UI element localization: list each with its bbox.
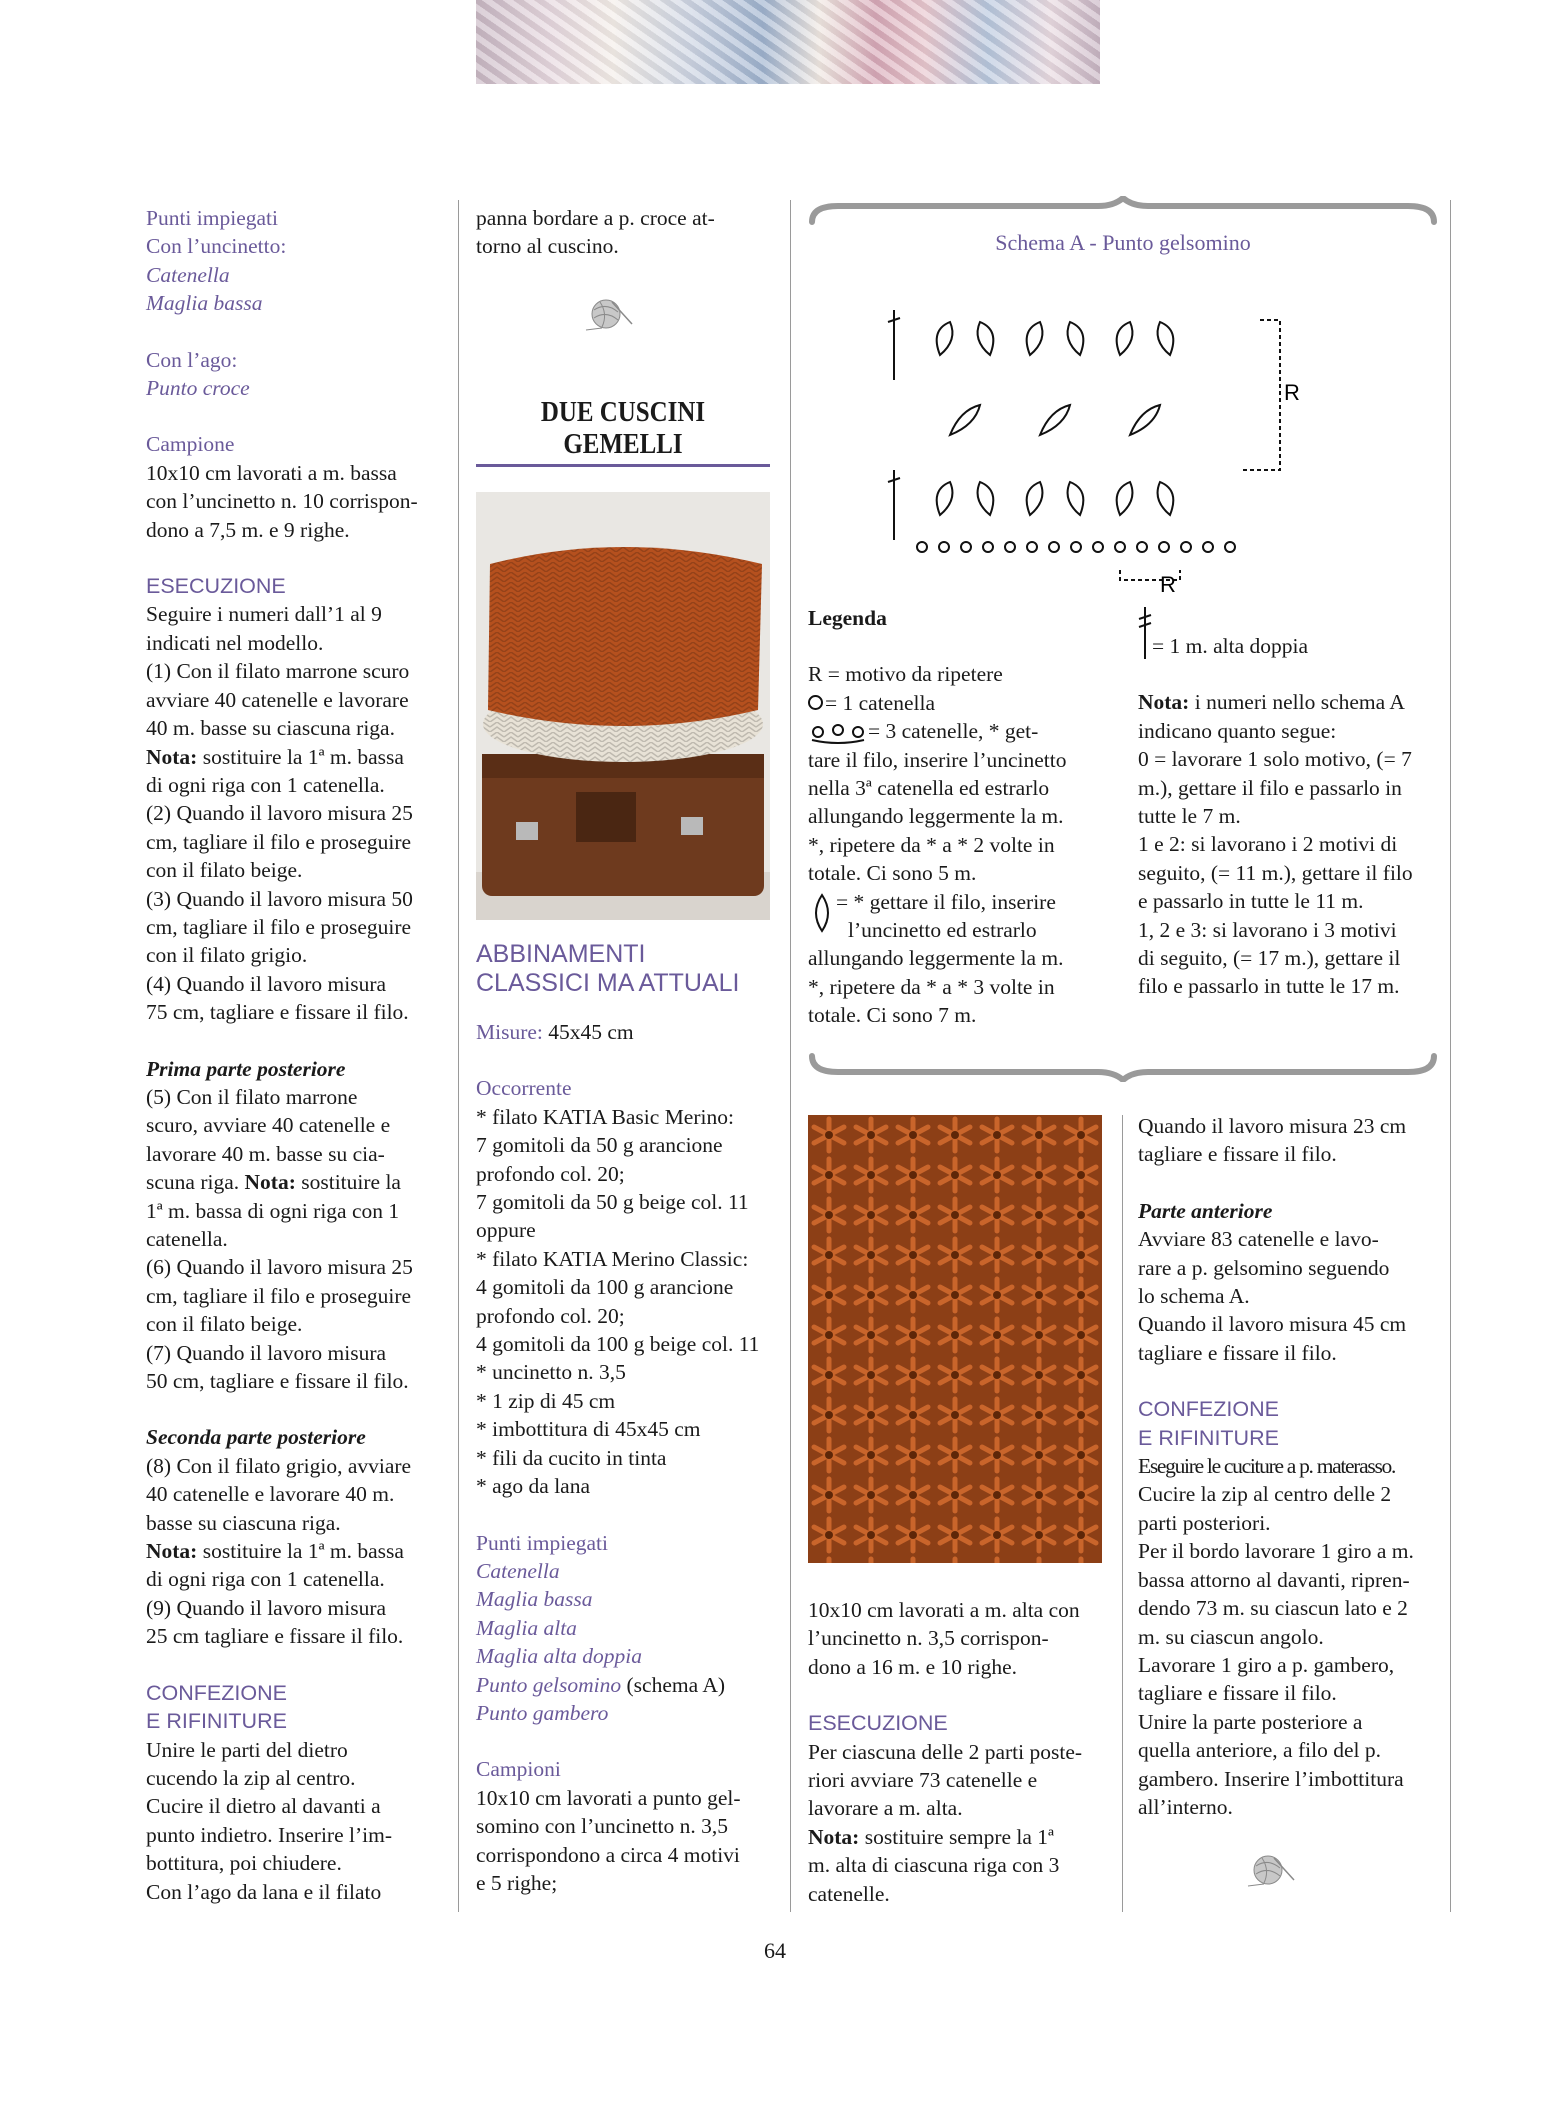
text-line: (3) Quando il lavoro misura 50 [146, 886, 413, 911]
text-line: Lavorare 1 giro a p. gambero, [1138, 1652, 1395, 1677]
text-line: l’uncinetto n. 3,5 corrispon- [808, 1626, 1049, 1651]
text-line [146, 743, 442, 771]
nota-label: Nota: [1138, 690, 1190, 715]
stitch-item: Punto gambero [476, 1700, 609, 1725]
text-span: sostituire la 1ª m. bassa [197, 1539, 404, 1564]
text-line: 25 cm tagliare e fissare il filo. [146, 1624, 404, 1649]
text-line: indicano quanto segue: [1138, 718, 1337, 743]
text-line: (9) Quando il lavoro misura [146, 1595, 387, 1620]
text-line: Cucire la zip al centro delle 2 [1138, 1482, 1392, 1507]
text-line: dendo 73 m. su ciascun lato e 2 [1138, 1596, 1408, 1621]
text-line: Eseguire le cuciture a p. materasso. [1138, 1454, 1396, 1479]
text-line: somino con l’uncinetto n. 3,5 [476, 1814, 728, 1839]
text-line: dono a 7,5 m. e 9 righe. [146, 517, 350, 542]
legend-text: totale. Ci sono 7 m. [808, 1003, 977, 1028]
chart-label-r: R [1284, 380, 1300, 405]
list-item: * imbottitura di 45x45 cm [476, 1417, 701, 1442]
section-title [497, 396, 750, 460]
petal-icon [808, 893, 836, 915]
text-line: Con l’ago: [146, 347, 238, 372]
text-line: parti posteriori. [1138, 1510, 1271, 1535]
three-chain-icon [808, 723, 868, 743]
text-line: 40 m. basse su ciascuna riga. [146, 716, 395, 741]
list-item: * 1 zip di 45 cm [476, 1388, 616, 1413]
text-line: catenelle. [808, 1881, 890, 1906]
text-line: con il filato beige. [146, 1312, 303, 1337]
text-line: cm, tagliare il filo e proseguire [146, 829, 412, 854]
text-line: Per ciascuna delle 2 parti poste- [808, 1739, 1083, 1764]
text-line: Seguire i numeri dall’1 al 9 [146, 602, 382, 627]
heading-punti-impiegati: Punti impiegati [146, 206, 278, 230]
list-item: 4 gomitoli da 100 g beige col. 11 [476, 1332, 760, 1357]
heading-legenda: Legenda [808, 606, 887, 630]
text-line [146, 1537, 442, 1565]
title-line: DUE CUSCINI [540, 396, 706, 428]
column-2 [476, 940, 770, 1897]
text-line: dono a 16 m. e 10 righe. [808, 1654, 1017, 1679]
stitch-name: Punto gelsomino [476, 1672, 622, 1697]
stitch-item: Maglia bassa [476, 1587, 593, 1612]
text-line: con l’uncinetto n. 10 corrispon- [146, 489, 418, 514]
text-line: tagliare e fissare il filo. [1138, 1142, 1337, 1167]
cushions-photo [476, 492, 770, 920]
schema-ref: (schema A) [621, 1672, 726, 1697]
text-line: cucendo la zip al centro. [146, 1765, 356, 1790]
nota-label: Nota: [808, 1824, 860, 1849]
legend-text: = 1 catenella [825, 690, 936, 715]
heading-abbinamenti: ABBINAMENTI [476, 940, 646, 968]
heading-esecuzione: ESECUZIONE [146, 574, 286, 599]
text-line: di ogni riga con 1 catenella. [146, 772, 385, 797]
legend-item [808, 717, 1108, 745]
text-line: di seguito, (= 17 m.), gettare il [1138, 946, 1401, 971]
heading-occorrente: Occorrente [476, 1076, 572, 1101]
text-line: m. alta di ciascuna riga con 3 [808, 1853, 1060, 1878]
text-line: scuro, avviare 40 catenelle e [146, 1113, 391, 1138]
text-line: filo e passarlo in tutte le 17 m. [1138, 974, 1400, 999]
text-line: Con l’uncinetto: [146, 234, 287, 259]
crochet-chart [880, 300, 1320, 600]
legend-text: l’uncinetto ed estrarlo [848, 918, 1037, 943]
text-line: torno al cuscino. [476, 234, 619, 259]
yarn-ball-icon [582, 292, 636, 332]
text-line: Quando il lavoro misura 23 cm [1138, 1114, 1407, 1138]
legend-text: = * gettare il filo, inserire [836, 889, 1056, 914]
heading-confezione-2: CONFEZIONE [1138, 1397, 1279, 1422]
text-line: bottitura, poi chiudere. [146, 1851, 342, 1876]
text-line: lavorare a m. alta. [808, 1796, 963, 1821]
text-line: cm, tagliare il filo e proseguire [146, 914, 412, 939]
text-line: e passarlo in tutte le 11 m. [1138, 889, 1364, 914]
nota-label: Nota: [146, 1539, 198, 1564]
text-line: Per il bordo lavorare 1 giro a m. [1138, 1539, 1414, 1564]
stitch-item: Punto croce [146, 376, 250, 401]
title-line: GEMELLI [563, 428, 683, 460]
stitch-item: Maglia bassa [146, 291, 263, 316]
legend-text: allungando leggermente la m. [808, 804, 1064, 829]
list-item: * fili da cucito in tinta [476, 1445, 667, 1470]
stitch-item: Catenella [146, 262, 230, 287]
legend-item [1138, 632, 1438, 660]
heading-abbinamenti-line2: CLASSICI MA ATTUALI [476, 969, 740, 997]
heading-prima-parte: Prima parte posteriore [146, 1056, 346, 1081]
column-3 [808, 1596, 1108, 1908]
stitch-item: Maglia alta doppia [476, 1644, 643, 1669]
text-line: lavorare 40 m. basse su cia- [146, 1141, 385, 1166]
text-line: tagliare e fissare il filo. [1138, 1340, 1337, 1365]
list-item: 4 gomitoli da 100 g arancione [476, 1275, 734, 1300]
text-line: (1) Con il filato marrone scuro [146, 659, 410, 684]
text-line: rare a p. gelsomino seguendo [1138, 1255, 1390, 1280]
yarn-photo-top [476, 0, 1100, 84]
heading-parte-anteriore: Parte anteriore [1138, 1198, 1273, 1223]
stitch-item: Maglia alta [476, 1615, 577, 1640]
stitch-texture-photo [808, 1115, 1102, 1563]
heading-rifiniture: E RIFINITURE [146, 1709, 287, 1734]
legend-text: *, ripetere da * a * 2 volte in [808, 832, 1055, 857]
text-line [476, 1018, 770, 1046]
text-line: seguito, (= 11 m.), gettare il filo [1138, 860, 1413, 885]
nota-label: Nota: [244, 1170, 296, 1195]
text-line: riori avviare 73 catenelle e [808, 1768, 1038, 1793]
stitch-item: Catenella [476, 1558, 560, 1583]
text-line: 1, 2 e 3: si lavorano i 3 motivi [1138, 917, 1397, 942]
heading-seconda-parte: Seconda parte posteriore [146, 1425, 366, 1450]
text-line: bassa attorno al davanti, ripren- [1138, 1567, 1410, 1592]
text-line [1138, 688, 1438, 716]
list-item: 7 gomitoli da 50 g beige col. 11 [476, 1190, 749, 1215]
schema-bracket-bottom [808, 1052, 1438, 1082]
text-line: tutte le 7 m. [1138, 804, 1241, 829]
column-1 [146, 204, 442, 1906]
heading-campione: Campione [146, 432, 235, 457]
legend-item [808, 888, 1108, 916]
legend-text: tare il filo, inserire l’uncinetto [808, 747, 1067, 772]
text-span: sostituire la [295, 1170, 401, 1195]
text-line: corrispondono a circa 4 motivi [476, 1842, 740, 1867]
misure-value: 45x45 cm [542, 1020, 634, 1044]
text-line: Con l’ago da lana e il filato [146, 1879, 382, 1904]
text-line: catenella. [146, 1227, 228, 1251]
text-line: m. su ciascun angolo. [1138, 1624, 1324, 1649]
text-line: m.), gettare il filo e passarlo in [1138, 775, 1402, 800]
column-rule [1450, 200, 1451, 1912]
heading-rifiniture-2: E RIFINITURE [1138, 1425, 1279, 1450]
text-line [146, 1168, 442, 1196]
text-line: cm, tagliare il filo e proseguire [146, 1283, 412, 1308]
text-line: e 5 righe; [476, 1870, 558, 1895]
legend-text: allungando leggermente la m. [808, 946, 1064, 971]
text-line: basse su ciascuna riga. [146, 1510, 341, 1535]
text-line: 10x10 cm lavorati a m. alta con [808, 1598, 1080, 1622]
column-rule [1122, 1115, 1123, 1912]
column-4 [1138, 1112, 1438, 1821]
chain-icon [808, 695, 823, 710]
legenda-right [1138, 632, 1438, 1001]
list-item: oppure [476, 1218, 536, 1243]
text-line: punto indietro. Inserire l’im- [146, 1822, 392, 1847]
text-line: Unire le parti del dietro [146, 1737, 348, 1762]
text-span: sostituire sempre la 1ª [859, 1824, 1054, 1849]
text-line: con il filato beige. [146, 858, 303, 883]
legend-text: = 3 catenelle, * get- [868, 719, 1039, 744]
chart-label-r: R [1160, 572, 1176, 597]
text-line: lo schema A. [1138, 1284, 1250, 1309]
text-span: scuna riga. [146, 1170, 245, 1195]
text-line: quella anteriore, a filo del p. [1138, 1738, 1381, 1763]
text-line: 0 = lavorare 1 solo motivo, (= 7 [1138, 747, 1412, 772]
list-item: * ago da lana [476, 1474, 591, 1499]
legend-text: = 1 m. alta doppia [1152, 634, 1309, 658]
text-line: panna bordare a p. croce at- [476, 206, 715, 230]
legend-item: R = motivo da ripetere [808, 662, 1003, 687]
legend-item [808, 689, 1108, 717]
legend-text: nella 3ª catenella ed estrarlo [808, 776, 1050, 801]
column-2-top [476, 204, 770, 261]
list-item: profondo col. 20; [476, 1303, 625, 1328]
text-line: Cucire il dietro al davanti a [146, 1794, 381, 1819]
page-number: 64 [764, 1938, 786, 1963]
text-line: (4) Quando il lavoro misura [146, 971, 387, 996]
text-line: tagliare e fissare il filo. [1138, 1681, 1337, 1706]
heading-esecuzione-2: ESECUZIONE [808, 1711, 948, 1736]
text-line: (8) Con il filato grigio, avviare [146, 1453, 412, 1478]
text-line: (6) Quando il lavoro misura 25 [146, 1255, 413, 1280]
yarn-ball-icon [1244, 1848, 1298, 1888]
heading-confezione: CONFEZIONE [146, 1680, 287, 1705]
text-line: Quando il lavoro misura 45 cm [1138, 1312, 1407, 1337]
column-rule [458, 200, 459, 1912]
nota-label: Nota: [146, 744, 198, 769]
text-line: 10x10 cm lavorati a punto gel- [476, 1785, 741, 1810]
title-rule [476, 464, 770, 467]
legenda-left [808, 604, 1108, 1030]
text-line: avviare 40 catenelle e lavorare [146, 687, 409, 712]
text-span: i numeri nello schema A [1189, 690, 1405, 715]
text-line: (5) Con il filato marrone [146, 1084, 358, 1109]
misure-label: Misure: [476, 1020, 543, 1044]
text-line: indicati nel modello. [146, 630, 324, 655]
list-item: profondo col. 20; [476, 1161, 625, 1186]
stitch-item [476, 1671, 770, 1699]
heading-punti-impiegati-2: Punti impiegati [476, 1530, 608, 1555]
text-line: (7) Quando il lavoro misura [146, 1340, 387, 1365]
text-line: (2) Quando il lavoro misura 25 [146, 801, 413, 826]
list-item: * filato KATIA Basic Merino: [476, 1104, 734, 1129]
text-line: gambero. Inserire l’imbottitura [1138, 1766, 1404, 1791]
list-item: 7 gomitoli da 50 g arancione [476, 1133, 723, 1158]
schema-title: Schema A - Punto gelsomino [995, 230, 1251, 255]
double-treble-icon [1138, 632, 1152, 660]
legend-text: *, ripetere da * a * 3 volte in [808, 974, 1055, 999]
text-line: Unire la parte posteriore a [1138, 1709, 1363, 1734]
text-line: 50 cm, tagliare e fissare il filo. [146, 1369, 409, 1394]
text-line: 1 e 2: si lavorano i 2 motivi di [1138, 832, 1398, 857]
text-line: 1ª m. bassa di ogni riga con 1 [146, 1198, 400, 1223]
text-line: di ogni riga con 1 catenella. [146, 1567, 385, 1592]
list-item: * filato KATIA Merino Classic: [476, 1246, 749, 1271]
text-line: 10x10 cm lavorati a m. bassa [146, 460, 397, 485]
list-item: * uncinetto n. 3,5 [476, 1360, 626, 1385]
text-line: 75 cm, tagliare e fissare il filo. [146, 1000, 409, 1025]
text-line [808, 1823, 1108, 1851]
legend-text: totale. Ci sono 5 m. [808, 861, 977, 886]
text-line: Avviare 83 catenelle e lavo- [1138, 1227, 1379, 1252]
heading-campioni: Campioni [476, 1757, 561, 1782]
text-span: sostituire la 1ª m. bassa [197, 744, 404, 769]
text-line: all’interno. [1138, 1794, 1233, 1819]
schema-bracket-top [808, 196, 1438, 226]
text-line: con il filato grigio. [146, 943, 308, 968]
column-rule [790, 200, 791, 1912]
text-line: 40 catenelle e lavorare 40 m. [146, 1482, 395, 1507]
